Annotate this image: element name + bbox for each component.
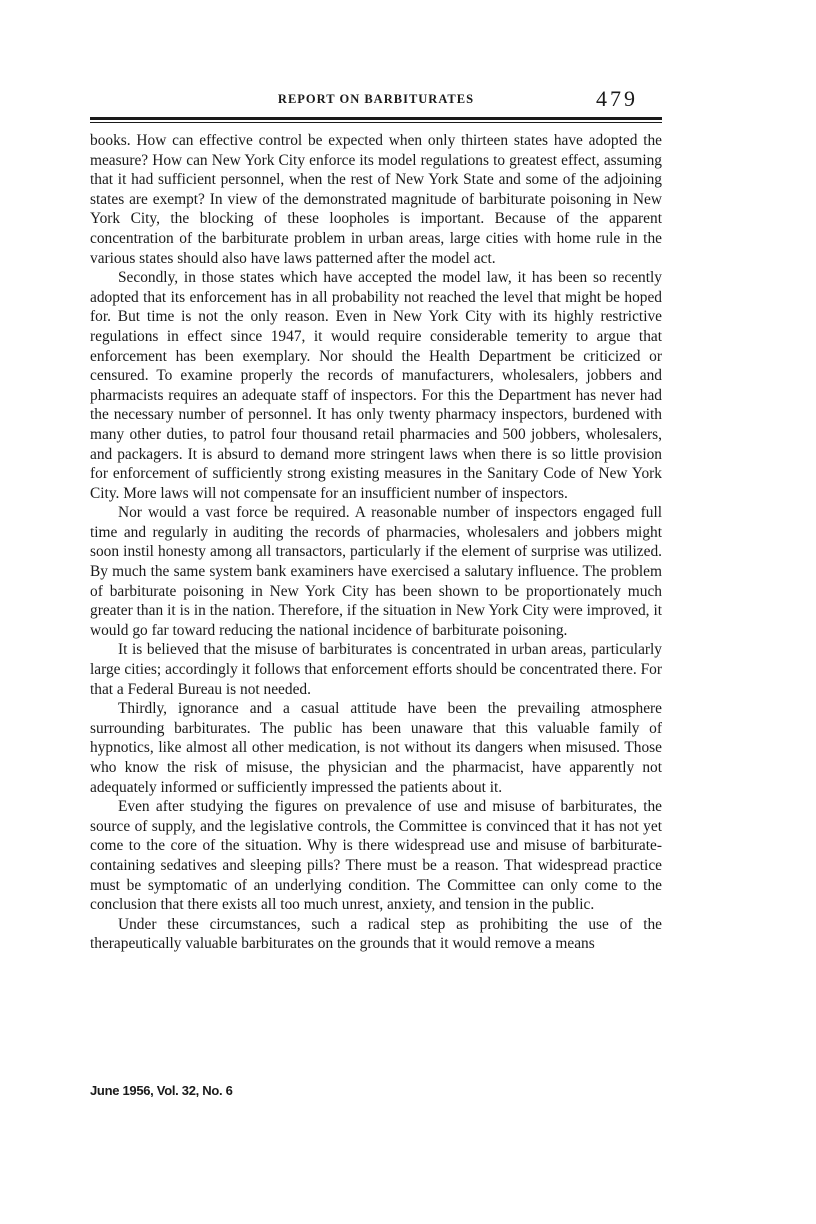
paragraph: books. How can effective control be expected when only thirteen states have adopted the measure? How can New York City enforce its model regulations to greatest effect, assuming that it had sufficient personnel, when the rest of New York State and some of the adjoining states are exempt? In view of the demonstrated magnitude of barbiturate poisoning in New York City, the blocking of these loopholes is important. Because of the apparent concentration of the barbiturate problem in urban areas, large cities with home rule in the various states should also have laws patterned after the model act. bbox=[90, 132, 662, 267]
paragraph: Nor would a vast force be required. A reasonable number of inspectors engaged full time and regularly in auditing the records of pharmacies, wholesalers and jobbers might soon instil honesty among all transactors, particularly if the element of surprise was utilized. By much the same system bank examiners have exercised a salutary influence. The problem of barbiturate poisoning in New York City has been shown to be proportionately much greater than it is in the nation. Therefore, if the situation in New York City were improved, it would go far toward reducing the national incidence of barbiturate poisoning. bbox=[90, 504, 662, 639]
journal-citation: June 1956, Vol. 32, No. 6 bbox=[90, 1083, 233, 1098]
paragraph: Thirdly, ignorance and a casual attitude have been the prevailing atmosphere surrounding barbiturates. The public has been unaware that this valuable family of hypnotics, like almost all other medication, is not without its dangers when misused. Those who know the risk of misuse, the physician and the pharmacist, have apparently not adequately informed or sufficiently impressed the patients about it. bbox=[90, 700, 662, 796]
header-rule-thick bbox=[90, 117, 662, 120]
page-number: 479 bbox=[596, 86, 638, 111]
paragraph: Under these circumstances, such a radical step as prohibiting the use of the therapeutically valuable barbiturates on the grounds that it would remove a means bbox=[90, 915, 662, 953]
header-rule-thin bbox=[90, 122, 662, 123]
paragraph: It is believed that the misuse of barbiturates is concentrated in urban areas, particularly large cities; accordingly it follows that enforcement efforts should be concentrated there. For that a Federal Bureau is not needed. bbox=[90, 641, 662, 698]
journal-page bbox=[90, 86, 662, 954]
article-body bbox=[90, 131, 662, 954]
paragraph: Secondly, in those states which have accepted the model law, it has been so recently adopted that its enforcement has in all probability not reached the level that might be hoped for. But time is not the only reason. Even in New York City with its highly restrictive regulations in effect since 1947, it would require considerable temerity to argue that enforcement has been exemplary. Nor should the Health Department be criticized or censured. To examine properly the records of manufacturers, wholesalers, jobbers and pharmacists requires an adequate staff of inspectors. For this the Department has never had the necessary number of personnel. It has only twenty pharmacy inspectors, burdened with many other duties, to patrol four thousand retail pharmacies and 500 jobbers, wholesalers, and packagers. It is absurd to demand more stringent laws when there is so little provision for enforcement of sufficiently strong existing measures in the Sanitary Code of New York City. More laws will not compensate for an insufficient number of inspectors. bbox=[90, 269, 662, 502]
running-title: REPORT ON BARBITURATES bbox=[277, 92, 475, 106]
page-header bbox=[90, 86, 662, 114]
paragraph: Even after studying the figures on prevalence of use and misuse of barbiturates, the source of supply, and the legislative controls, the Committee is convinced that it has not yet come to the core of the situation. Why is there widespread use and misuse of barbiturate-containing sedatives and sleeping pills? There must be a reason. That widespread practice must be symptomatic of an underlying condition. The Committee can only come to the conclusion that there exists all too much unrest, anxiety, and tension in the public. bbox=[90, 798, 662, 914]
